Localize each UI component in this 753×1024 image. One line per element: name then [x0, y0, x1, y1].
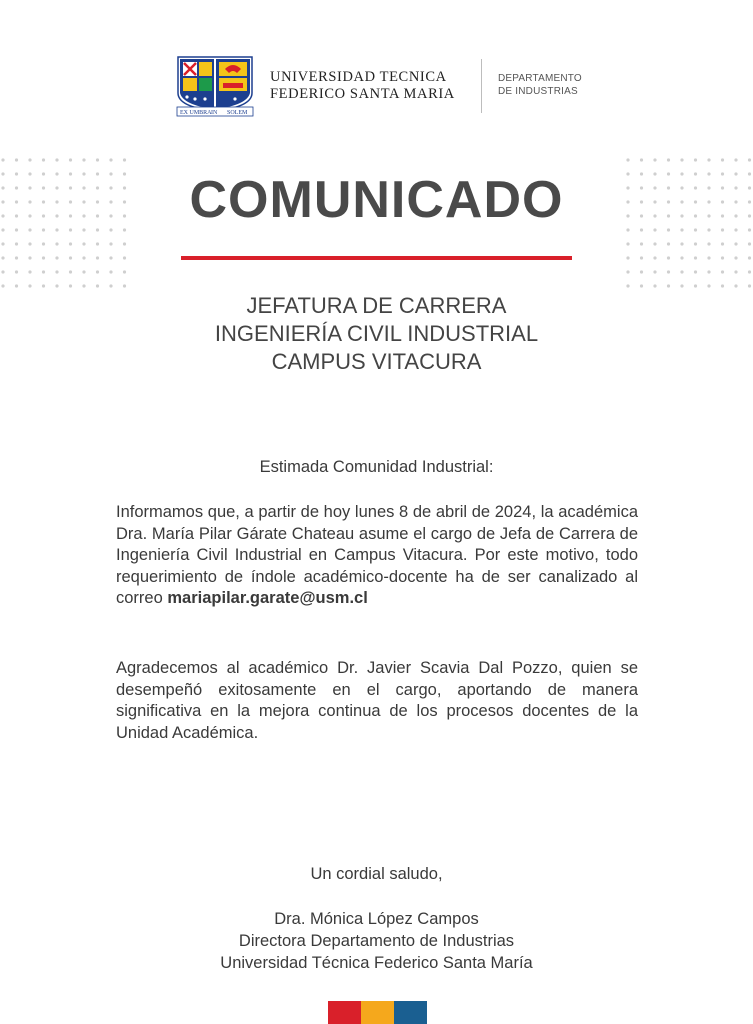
pattern-dot	[123, 270, 126, 273]
pattern-dot	[96, 270, 99, 273]
brand-bar-red	[328, 1001, 361, 1024]
pattern-dot	[69, 270, 72, 273]
pattern-dot	[680, 270, 683, 273]
pattern-dot	[28, 242, 31, 245]
pattern-dot	[667, 242, 670, 245]
pattern-dot	[42, 270, 45, 273]
paragraph-acknowledgement: Agradecemos al académico Dr. Javier Scavia Dal Pozzo, quien se desempeñó exitosamente en el cargo, aportando de manera significativa en la mejora continua de los procesos docentes de la Unidad Académica.	[116, 659, 638, 742]
pattern-dot	[1, 270, 4, 273]
pattern-dot	[721, 284, 724, 287]
pattern-dot	[748, 158, 751, 161]
pattern-dot	[667, 256, 670, 259]
pattern-dot	[82, 284, 85, 287]
brand-bar-blue	[394, 1001, 427, 1024]
pattern-dot	[28, 270, 31, 273]
pattern-dot	[748, 242, 751, 245]
pattern-dot	[96, 242, 99, 245]
pattern-dot	[123, 242, 126, 245]
header	[0, 55, 753, 120]
pattern-dot	[734, 284, 737, 287]
pattern-dot	[15, 158, 18, 161]
pattern-dot	[15, 242, 18, 245]
crest-motto-right: SOLEM	[227, 110, 248, 116]
pattern-dot	[721, 270, 724, 273]
subtitle	[0, 292, 753, 376]
pattern-dot	[640, 284, 643, 287]
title-underline	[181, 256, 572, 260]
signature-block	[0, 908, 753, 974]
pattern-dot	[748, 256, 751, 259]
pattern-dot	[69, 158, 72, 161]
greeting: Estimada Comunidad Industrial:	[259, 458, 494, 476]
crest-motto-left: EX UMBRA	[180, 110, 212, 116]
pattern-dot	[69, 284, 72, 287]
pattern-dot	[653, 158, 656, 161]
pattern-dot	[653, 270, 656, 273]
pattern-dot	[109, 158, 112, 161]
pattern-dot	[15, 256, 18, 259]
pattern-dot	[82, 242, 85, 245]
pattern-dot	[82, 256, 85, 259]
pattern-dot	[42, 242, 45, 245]
pattern-dot	[734, 256, 737, 259]
pattern-dot	[109, 256, 112, 259]
pattern-dot	[680, 242, 683, 245]
pattern-dot	[626, 242, 629, 245]
department-name-line2: DE INDUSTRIAS	[498, 86, 578, 97]
brand-bar-yellow	[361, 1001, 394, 1024]
university-name-line2: FEDERICO SANTA MARIA	[270, 86, 455, 102]
pattern-dot	[123, 256, 126, 259]
pattern-dot	[28, 256, 31, 259]
pattern-dot	[1, 158, 4, 161]
pattern-dot	[42, 158, 45, 161]
pattern-dot	[15, 270, 18, 273]
contact-email-link[interactable]: mariapilar.garate@usm.cl	[167, 589, 368, 607]
pattern-dot	[640, 158, 643, 161]
pattern-dot	[667, 270, 670, 273]
pattern-dot	[707, 242, 710, 245]
pattern-dot	[721, 256, 724, 259]
paragraph-announcement-text: Informamos que, a partir de hoy lunes 8 de abril de 2024, la académica Dra. María Pilar Gárate Chateau asume el cargo de Jefa de Carrera de Ingeniería Civil Industrial en Campus Vitacura. Por este motivo, todo requerimiento de índole académico-docente ha de ser canalizado al correo	[116, 503, 638, 607]
paragraph-announcement	[116, 502, 638, 610]
pattern-dot	[626, 158, 629, 161]
pattern-dot	[694, 158, 697, 161]
pattern-dot	[748, 270, 751, 273]
pattern-dot	[734, 270, 737, 273]
pattern-dot	[96, 256, 99, 259]
pattern-dot	[707, 158, 710, 161]
pattern-dot	[1, 284, 4, 287]
pattern-dot	[109, 270, 112, 273]
pattern-dot	[55, 270, 58, 273]
pattern-dot	[653, 284, 656, 287]
pattern-dot	[640, 270, 643, 273]
subtitle-line2: INGENIERÍA CIVIL INDUSTRIAL	[214, 321, 539, 346]
pattern-dot	[123, 284, 126, 287]
pattern-dot	[653, 256, 656, 259]
pattern-dot	[721, 158, 724, 161]
pattern-dot	[42, 284, 45, 287]
header-divider	[481, 59, 482, 113]
pattern-dot	[1, 242, 4, 245]
pattern-dot	[55, 284, 58, 287]
crest-motto-mid: IN	[211, 110, 218, 116]
university-crest-logo	[175, 55, 255, 117]
pattern-dot	[28, 158, 31, 161]
pattern-dot	[667, 284, 670, 287]
pattern-dot	[640, 256, 643, 259]
pattern-dot	[69, 256, 72, 259]
pattern-dot	[55, 158, 58, 161]
pattern-dot	[680, 158, 683, 161]
pattern-dot	[55, 256, 58, 259]
pattern-dot	[82, 270, 85, 273]
pattern-dot	[694, 242, 697, 245]
pattern-dot	[694, 284, 697, 287]
pattern-dot	[96, 158, 99, 161]
pattern-dot	[123, 158, 126, 161]
pattern-dot	[96, 284, 99, 287]
brand-color-bars	[328, 1001, 427, 1024]
pattern-dot	[42, 256, 45, 259]
pattern-dot	[55, 242, 58, 245]
pattern-dot	[69, 242, 72, 245]
pattern-dot	[707, 256, 710, 259]
pattern-dot	[721, 242, 724, 245]
pattern-dot	[667, 158, 670, 161]
pattern-dot	[626, 256, 629, 259]
university-name-line1: UNIVERSIDAD TECNICA	[270, 69, 447, 85]
pattern-dot	[680, 284, 683, 287]
pattern-dot	[626, 284, 629, 287]
subtitle-line3: CAMPUS VITACURA	[271, 349, 482, 374]
department-name	[498, 72, 582, 98]
pattern-dot	[109, 242, 112, 245]
subtitle-line1: JEFATURA DE CARRERA	[246, 293, 507, 318]
pattern-dot	[734, 158, 737, 161]
pattern-dot	[109, 284, 112, 287]
signature-role: Directora Departamento de Industrias	[238, 932, 515, 950]
page-title: COMUNICADO	[189, 171, 564, 229]
pattern-dot	[15, 284, 18, 287]
signature-institution: Universidad Técnica Federico Santa María	[220, 954, 533, 972]
department-name-line1: DEPARTAMENTO	[498, 73, 582, 84]
pattern-dot	[707, 270, 710, 273]
pattern-dot	[28, 284, 31, 287]
pattern-dot	[640, 242, 643, 245]
pattern-dot	[748, 284, 751, 287]
pattern-dot	[1, 256, 4, 259]
pattern-dot	[82, 158, 85, 161]
pattern-dot	[653, 242, 656, 245]
pattern-dot	[734, 242, 737, 245]
university-name	[270, 69, 455, 103]
pattern-dot	[626, 270, 629, 273]
pattern-dot	[680, 256, 683, 259]
closing-salutation: Un cordial saludo,	[310, 865, 443, 883]
signature-name: Dra. Mónica López Campos	[274, 910, 479, 928]
pattern-dot	[707, 284, 710, 287]
pattern-dot	[694, 270, 697, 273]
pattern-dot	[694, 256, 697, 259]
